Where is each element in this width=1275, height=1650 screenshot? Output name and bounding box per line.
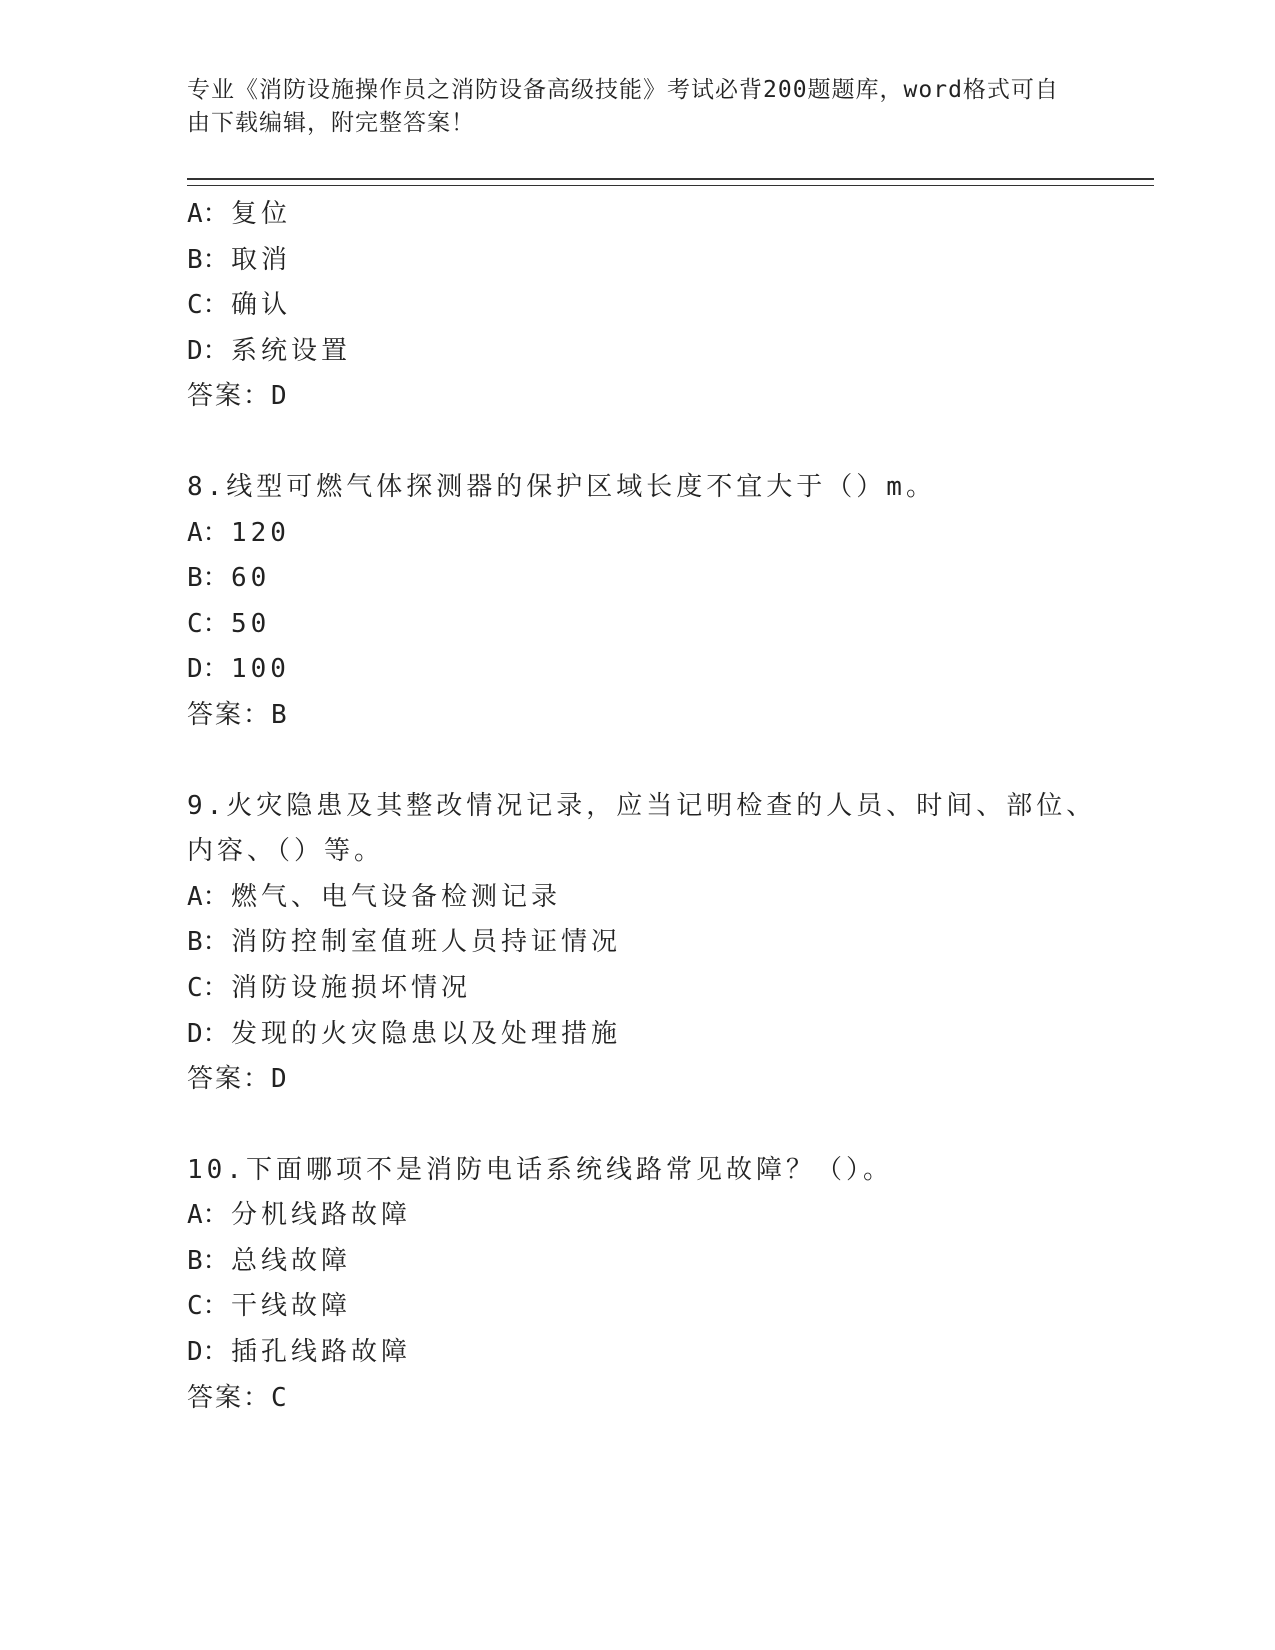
option-c <box>187 966 1087 1012</box>
question-9 <box>187 784 1097 1103</box>
option-c <box>187 283 1087 329</box>
option-b <box>187 238 1087 284</box>
option-letter: C： <box>187 608 229 639</box>
option-d <box>187 647 1087 693</box>
option-letter: C： <box>187 972 229 1003</box>
question-stem-line-1: 9.火灾隐患及其整改情况记录，应当记明检查的人员、时间、部位、 <box>187 790 1097 821</box>
question-stem: 8.线型可燃气体探测器的保护区域长度不宜大于（）m。 <box>187 471 936 502</box>
option-text: 系统设置 <box>231 335 352 366</box>
option-text: 120 <box>231 517 290 548</box>
option-text: 60 <box>231 563 271 594</box>
option-letter: D： <box>187 1337 229 1368</box>
option-text: 干线故障 <box>231 1291 352 1322</box>
question-stem-line-2: 内容、（）等。 <box>187 836 385 867</box>
option-text: 100 <box>231 654 290 685</box>
option-b <box>187 920 1087 966</box>
option-a <box>187 875 1087 921</box>
option-letter: C： <box>187 290 229 321</box>
option-text: 消防控制室值班人员持证情况 <box>231 927 622 958</box>
question-10 <box>187 1148 1087 1422</box>
option-text: 分机线路故障 <box>231 1200 412 1231</box>
document-header: 专业《消防设施操作员之消防设备高级技能》考试必背200题题库，word格式可自由下载编辑，附完整答案！ <box>187 77 1059 136</box>
option-letter: B： <box>187 927 229 958</box>
option-letter: B： <box>187 563 229 594</box>
option-text: 总线故障 <box>231 1245 352 1276</box>
option-letter: D： <box>187 335 229 366</box>
option-c <box>187 602 1087 648</box>
option-text: 燃气、电气设备检测记录 <box>231 881 562 912</box>
question-8 <box>187 465 1087 739</box>
option-letter: D： <box>187 1018 229 1049</box>
answer-line: 答案：D <box>187 1064 289 1095</box>
option-a <box>187 1193 1087 1239</box>
question-stem: 10.下面哪项不是消防电话系统线路常见故障？（）。 <box>187 1154 893 1185</box>
option-letter: D： <box>187 654 229 685</box>
option-letter: A： <box>187 1200 229 1231</box>
option-a <box>187 511 1087 557</box>
option-d <box>187 1012 1087 1058</box>
option-letter: A： <box>187 517 229 548</box>
option-letter: C： <box>187 1291 229 1322</box>
option-b <box>187 1239 1087 1285</box>
option-a <box>187 192 1087 238</box>
option-letter: A： <box>187 881 229 912</box>
answer-line: 答案：C <box>187 1382 289 1413</box>
option-letter: A： <box>187 199 229 229</box>
option-text: 复位 <box>231 199 292 229</box>
option-b <box>187 556 1087 602</box>
answer-line: 答案：D <box>187 381 289 412</box>
option-text: 发现的火灾隐患以及处理措施 <box>231 1018 622 1049</box>
option-text: 取消 <box>231 244 292 275</box>
option-letter: B： <box>187 244 229 275</box>
option-d <box>187 329 1087 375</box>
option-c <box>187 1284 1087 1330</box>
option-text: 消防设施损坏情况 <box>231 972 472 1003</box>
option-text: 插孔线路故障 <box>231 1337 412 1368</box>
option-text: 确认 <box>231 290 292 321</box>
option-letter: B： <box>187 1245 229 1276</box>
option-text: 50 <box>231 608 271 639</box>
answer-line: 答案：B <box>187 699 289 730</box>
question-7 <box>187 192 1087 420</box>
option-d <box>187 1330 1087 1376</box>
header-divider <box>187 178 1154 186</box>
question-list <box>187 192 1097 1421</box>
